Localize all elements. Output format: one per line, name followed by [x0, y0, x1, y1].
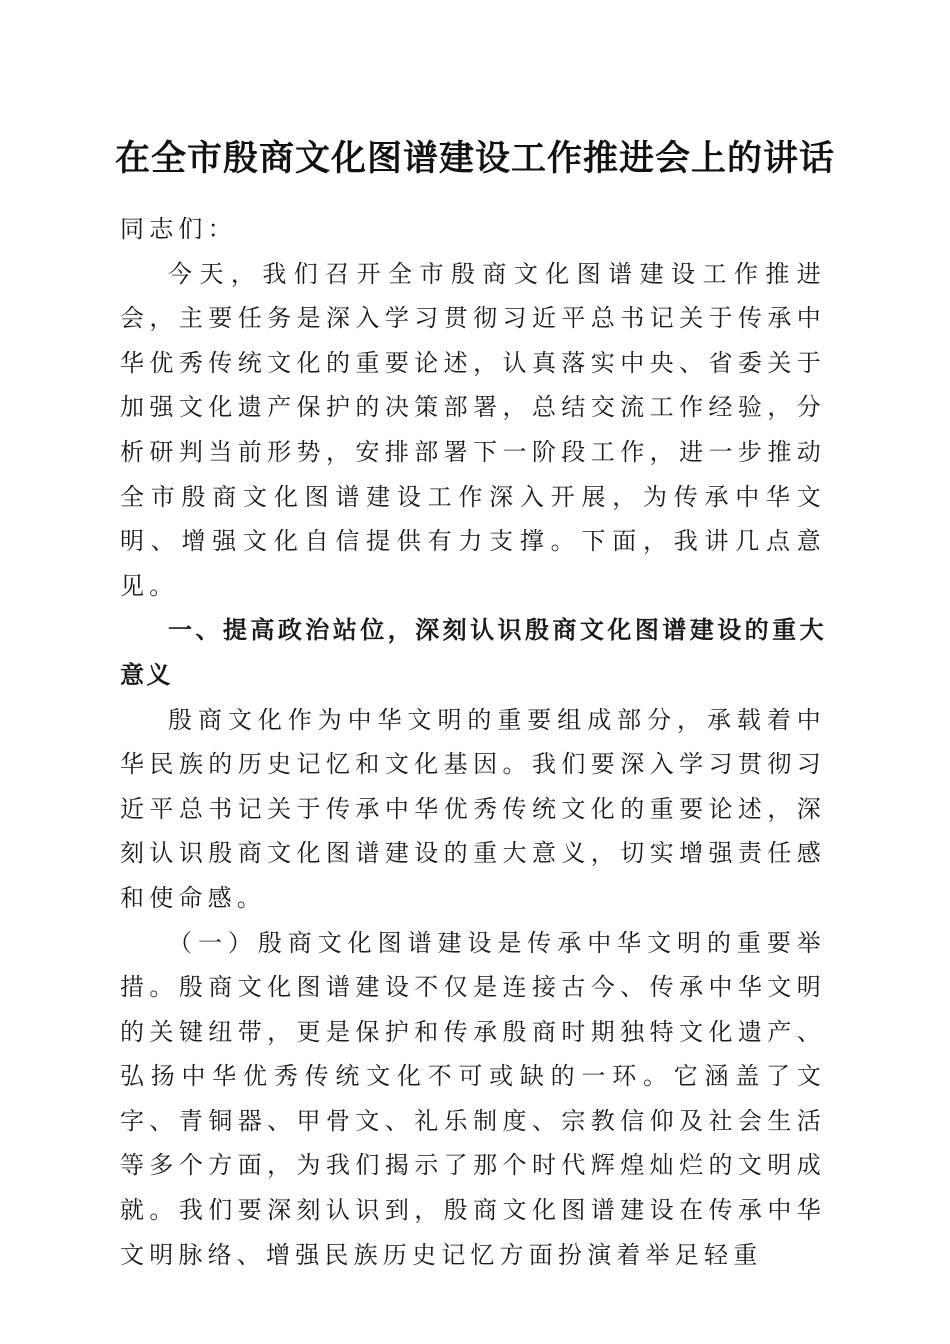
section-heading: 一、提高政治站位，深刻认识殷商文化图谱建设的重大意义 [120, 616, 826, 689]
document-title: 在全市殷商文化图谱建设工作推进会上的讲话 [114, 138, 835, 179]
salutation: 同志们： [120, 215, 237, 243]
point-paragraph: （一）殷商文化图谱建设是传承中华文明的重要举措。殷商文化图谱建设不仅是连接古今、传承中华文明的关键纽带，更是保护和传承殷商时期独特文化遗产、弘扬中华优秀传统文化不可或缺的一环。它涵盖了文字、青铜器、甲骨文、礼乐制度、宗教信仰及社会生活等多个方面，为我们揭示了那个时代辉煌灿烂的文明成就。我们要深刻认识到，殷商文化图谱建设在传承中华文明脉络、增强民族历史记忆方面扮演着举足轻重 [120, 928, 826, 1269]
intro-paragraph: 今天，我们召开全市殷商文化图谱建设工作推进会，主要任务是深入学习贯彻习近平总书记关于传承中华优秀传统文化的重要论述，认真落实中央、省委关于加强文化遗产保护的决策部署，总结交流工作经验，分析研判当前形势，安排部署下一阶段工作，进一步推动全市殷商文化图谱建设工作深入开展，为传承中华文明、增强文化自信提供有力支撑。下面，我讲几点意见。 [120, 259, 826, 600]
document-body [120, 207, 826, 1277]
section-paragraph: 殷商文化作为中华文明的重要组成部分，承载着中华民族的历史记忆和文化基因。我们要深入学习贯彻习近平总书记关于传承中华优秀传统文化的重要论述，深刻认识殷商文化图谱建设的重大意义，切实增强责任感和使命感。 [120, 705, 826, 912]
